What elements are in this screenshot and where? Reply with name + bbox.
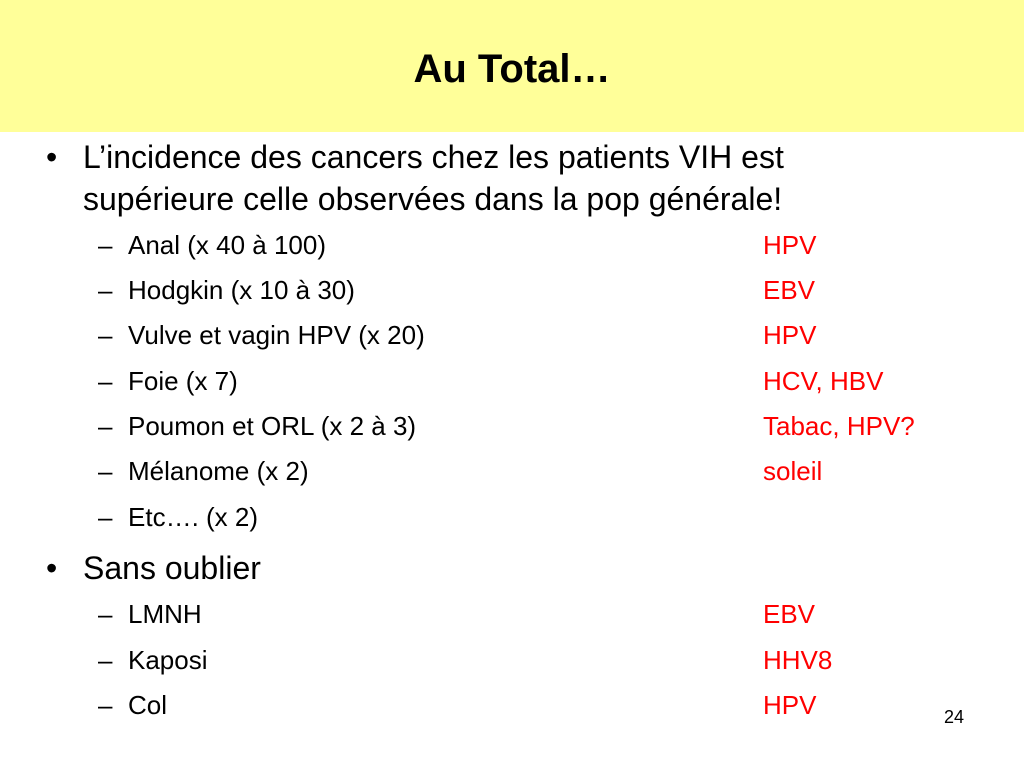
sub-item-tag: HPV xyxy=(763,230,817,260)
sub-item-label: Anal (x 40 à 100) xyxy=(128,230,327,260)
sub-item-label: Etc…. (x 2) xyxy=(128,502,259,532)
sub-item-tag: HPV xyxy=(763,320,817,350)
sub-item-label: Foie (x 7) xyxy=(128,366,238,396)
sub-item-label: Mélanome (x 2) xyxy=(128,456,309,486)
sub-item-kaposi xyxy=(98,644,978,676)
sub-item-label: Poumon et ORL (x 2 à 3) xyxy=(128,411,417,441)
bullet-text-line: supérieure celle observées dans la pop générale! xyxy=(83,181,783,217)
sub-item-label: Vulve et vagin HPV (x 20) xyxy=(128,320,425,350)
bullet-text-line: L’incidence des cancers chez les patients VIH est xyxy=(83,139,784,175)
slide-title: Au Total… xyxy=(413,47,611,91)
dash-icon: – xyxy=(98,366,113,396)
sub-item-poumon xyxy=(98,410,978,442)
bullet-text-line: Sans oublier xyxy=(83,550,261,586)
dash-icon: – xyxy=(98,456,113,486)
sub-item-melanome xyxy=(98,455,978,487)
sub-item-etc xyxy=(98,501,978,533)
sub-item-tag: HHV8 xyxy=(763,645,833,675)
sub-item-tag: Tabac, HPV? xyxy=(763,411,915,441)
sub-item-foie xyxy=(98,365,978,397)
dash-icon: – xyxy=(98,320,113,350)
page-number: 24 xyxy=(943,707,964,727)
sub-item-vulve xyxy=(98,319,978,351)
dash-icon: – xyxy=(98,645,113,675)
sub-item-tag: EBV xyxy=(763,599,816,629)
dash-icon: – xyxy=(98,411,113,441)
sub-item-tag: EBV xyxy=(763,275,816,305)
sub-item-hodgkin xyxy=(98,274,978,306)
dash-icon: – xyxy=(98,275,113,305)
dash-icon: – xyxy=(98,599,113,629)
sub-item-lmnh xyxy=(98,598,978,630)
dash-icon: – xyxy=(98,230,113,260)
dash-icon: – xyxy=(98,502,113,532)
dash-icon: – xyxy=(98,690,113,720)
sub-item-col xyxy=(98,689,978,721)
sub-item-label: Kaposi xyxy=(128,645,208,675)
sub-item-label: Col xyxy=(128,690,168,720)
sub-item-label: Hodgkin (x 10 à 30) xyxy=(128,275,355,305)
sub-item-tag: HPV xyxy=(763,690,817,720)
bullet-icon: • xyxy=(46,139,58,175)
sub-item-anal xyxy=(98,229,978,261)
sub-item-tag: soleil xyxy=(763,456,823,486)
sub-item-label: LMNH xyxy=(128,599,202,629)
bullet-icon: • xyxy=(46,550,58,586)
sub-item-tag: HCV, HBV xyxy=(763,366,884,396)
